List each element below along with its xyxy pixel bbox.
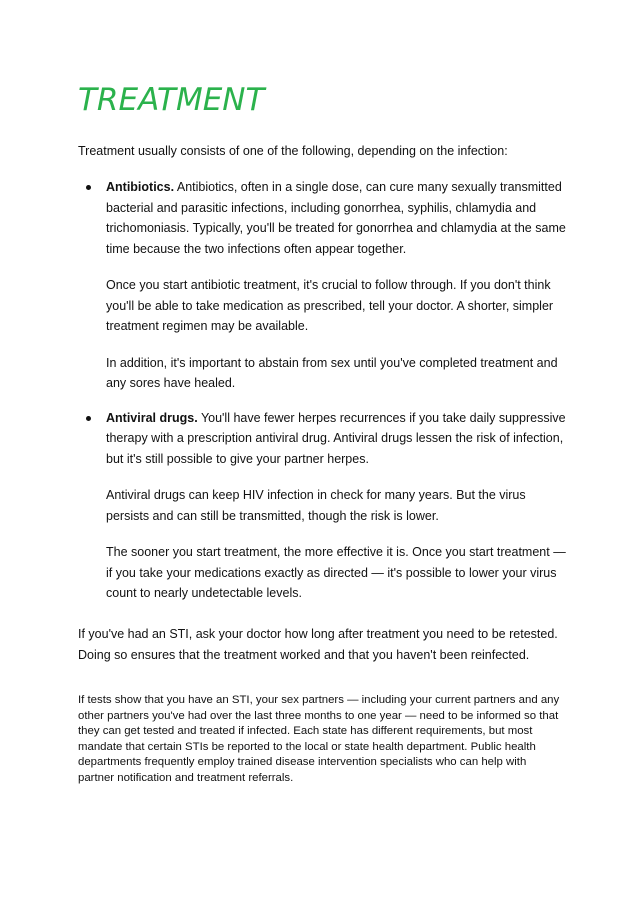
antibiotics-paragraph-1: [106, 177, 568, 259]
antiviral-paragraph-2: Antiviral drugs can keep HIV infection in check for many years. But the virus persists and can still be transmitted, though the risk is lower.: [106, 488, 526, 523]
retest-paragraph: If you've had an STI, ask your doctor how long after treatment you need to be retested. Doing so ensures that the treatment worked and that you haven't been reinfected.: [78, 627, 558, 662]
antiviral-text-1: You'll have fewer herpes recurrences if you take daily suppressive therapy with a prescription antiviral drug. Antiviral drugs lessen the risk of infection, but it's still possible to give your partner herpes.: [106, 410, 566, 466]
page-title: TREATMENT: [78, 82, 265, 118]
bullet-icon: [86, 416, 91, 421]
treatment-list: [78, 177, 568, 618]
antibiotics-paragraph-2: Once you start antibiotic treatment, it's crucial to follow through. If you don't think you'll be able to take medication as prescribed, tell your doctor. A shorter, simpler treatment regimen may be available.: [106, 278, 554, 333]
antiviral-lead: Antiviral drugs.: [106, 410, 198, 425]
antibiotics-text-1: Antibiotics, often in a single dose, can cure many sexually transmitted bacterial and parasitic infections, including gonorrhea, syphilis, chlamydia and trichomoniasis. Typically, you'll be treated for gonorrhea and chlamydia at the same time because the two infections often appear together.: [106, 180, 566, 256]
partner-notification-paragraph: If tests show that you have an STI, your sex partners — including your current partners and any other partners you've had over the last three months to one year — need to be informed so that they can get tested and treated if infected. Each state has different requirements, but most mandate that certain STIs be reported to the local or state health department. Public health departments frequently employ trained disease intervention specialists who can help with partner notification and treatment referrals.: [78, 694, 560, 784]
antibiotics-paragraph-3: In addition, it's important to abstain from sex until you've completed treatment and any sores have healed.: [106, 355, 558, 390]
bullet-icon: [86, 185, 91, 190]
antiviral-paragraph-1: [106, 408, 568, 470]
intro-text: Treatment usually consists of one of the following, depending on the infection:: [78, 144, 508, 158]
list-item-antibiotics: [78, 177, 568, 394]
list-item-antiviral: [78, 408, 568, 604]
antibiotics-lead: Antibiotics.: [106, 180, 175, 194]
antiviral-paragraph-3: The sooner you start treatment, the more effective it is. Once you start treatment — if you take your medications exactly as directed — it's possible to lower your virus count to nearly undetectable levels.: [106, 545, 566, 600]
